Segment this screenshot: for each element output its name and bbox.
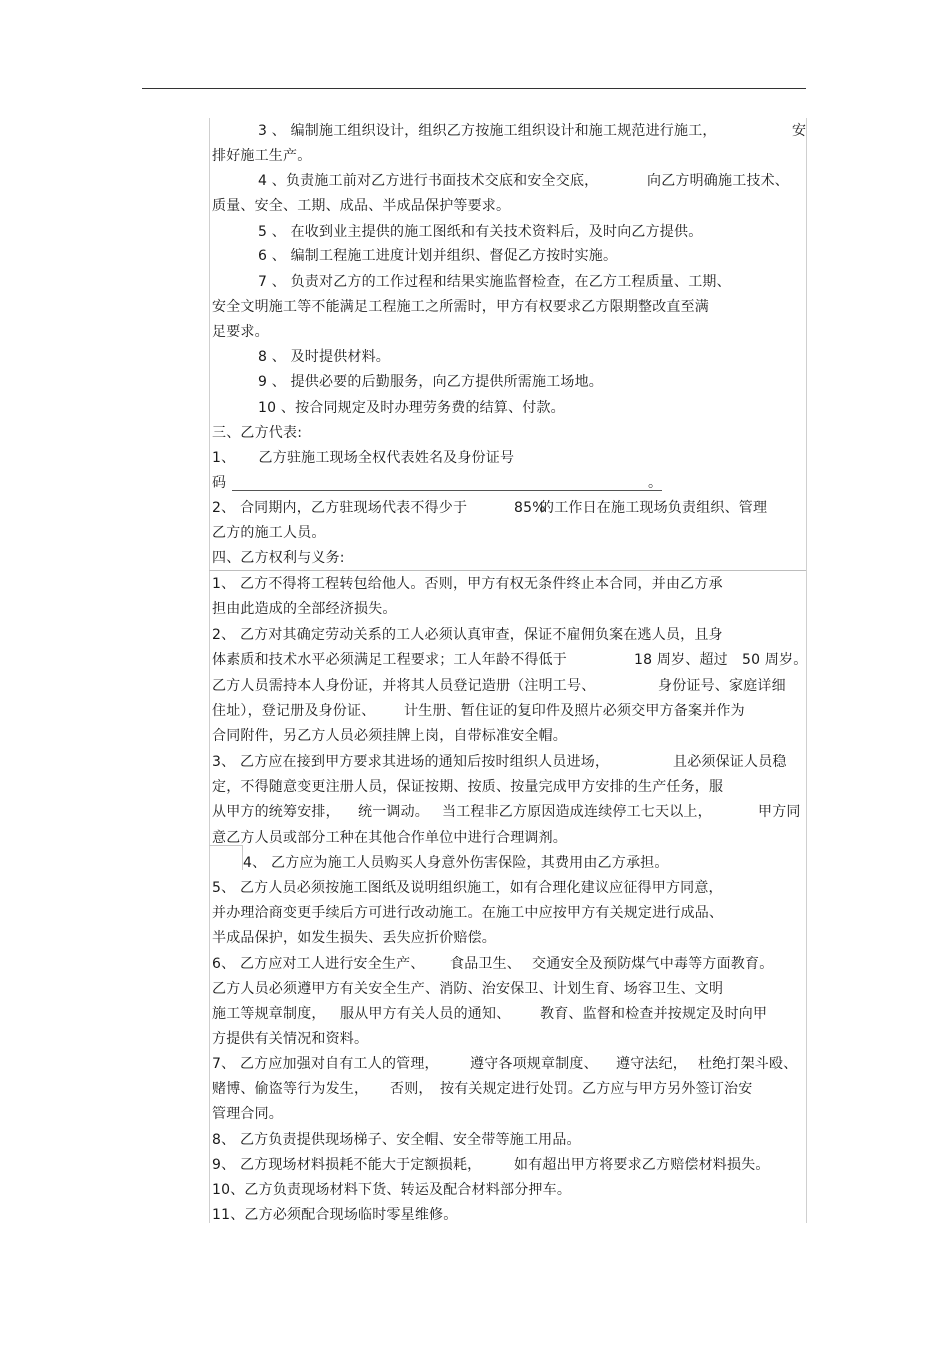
text-line: 杜绝打架斗殴、 [698, 1056, 798, 1072]
text-line: 合同附件，另乙方人员必须挂牌上岗，自带标准安全帽。 [212, 728, 567, 744]
text-line: 10 、按合同规定及时办理劳务费的结算、付款。 [258, 400, 565, 416]
text-line: 乙方人员必须遵甲方有关安全生产、消防、治安保卫、计划生育、场容卫生、文明 [212, 981, 724, 997]
text-line: 安 [792, 123, 807, 139]
text-line: 遵守法纪， [616, 1056, 687, 1072]
text-line: 排好施工生产。 [212, 148, 312, 164]
text-line: 交通安全及预防煤气中毒等方面教育。 [532, 956, 774, 972]
text-line: 9、 乙方现场材料损耗不能大于定额损耗， [212, 1157, 482, 1173]
text-line: 1、 乙方驻施工现场全权代表姓名及身份证号 [212, 450, 515, 466]
text-line: 6、 乙方应对工人进行安全生产、 [212, 956, 425, 972]
section-heading: 四、乙方权利与义务: [212, 550, 345, 566]
text-line: 1、 乙方不得将工程转包给他人。否则，甲方有权无条件终止本合同，并由乙方承 [212, 576, 723, 592]
text-line: 半成品保护，如发生损失、丢失应折价赔偿。 [212, 930, 496, 946]
text-line: 施工等规章制度， [212, 1006, 326, 1022]
text-line: 按有关规定进行处罚。乙方应与甲方另外签订治安 [440, 1081, 753, 1097]
text-line: 乙方的施工人员。 [212, 525, 326, 541]
text-line: 乙方人员需持本人身份证，并将其人员登记造册（注明工号、 [212, 678, 596, 694]
text-line: 2、 合同期内，乙方驻现场代表不得少于 [212, 500, 468, 516]
corner-mark [209, 845, 243, 870]
text-line: 8 、 及时提供材料。 [258, 349, 391, 365]
text-line: 足要求。 [212, 324, 269, 340]
text-line: 7 、 负责对乙方的工作过程和结果实施监督检查，在乙方工程质量、工期、 [258, 274, 731, 290]
text-line: 4、 乙方应为施工人员购买人身意外伤害保险，其费用由乙方承担。 [243, 855, 669, 871]
text-line: 当工程非乙方原因造成连续停工七天以上， [442, 804, 712, 820]
text-line: 4 、负责施工前对乙方进行书面技术交底和安全交底， [258, 173, 599, 189]
text-line: 住址），登记册及身份证、 [212, 703, 376, 719]
text-line: 3、 乙方应在接到甲方要求其进场的通知后按时组织人员进场， [212, 754, 610, 770]
id-number-blank [232, 490, 662, 491]
text-line: 5、 乙方人员必须按施工图纸及说明组织施工，如有合理化建议应征得甲方同意， [212, 880, 723, 896]
text-line: 向乙方明确施工技术、 [647, 173, 789, 189]
text-line: 11、乙方必须配合现场临时零星维修。 [212, 1207, 458, 1223]
text-line: 统一调动。 [358, 804, 429, 820]
text-line: 计生册、暂住证的复印件及照片必须交甲方备案并作为 [404, 703, 745, 719]
section-separator [209, 570, 806, 571]
text-line: 的工作日在施工现场负责组织、管理 [540, 500, 768, 516]
text-line: 体素质和技术水平必须满足工程要求；工人年龄不得低于 [212, 652, 567, 668]
text-line: 且必须保证人员稳 [673, 754, 787, 770]
text-line: 3 、 编制施工组织设计，组织乙方按施工组织设计和施工规范进行施工， [258, 123, 717, 139]
text-line: 服从甲方有关人员的通知、 [340, 1006, 511, 1022]
text-line: 否则， [390, 1081, 433, 1097]
left-margin-line [209, 118, 210, 1223]
text-line: 遵守各项规章制度、 [470, 1056, 598, 1072]
text-line: 食品卫生、 [450, 956, 521, 972]
text-line: 并办理洽商变更手续后方可进行改动施工。在施工中应按甲方有关规定进行成品、 [212, 905, 724, 921]
text-line: 10、乙方负责现场材料下货、转运及配合材料部分押车。 [212, 1182, 572, 1198]
right-margin-line [806, 118, 807, 1223]
text-line: 如有超出甲方将要求乙方赔偿材料损失。 [514, 1157, 770, 1173]
text-line: 赌博、偷盗等行为发生， [212, 1081, 369, 1097]
text-line: 85% [514, 500, 546, 516]
text-line: 。 [648, 475, 663, 491]
text-line: 8、 乙方负责提供现场梯子、安全帽、安全带等施工用品。 [212, 1132, 581, 1148]
text-line: 定，不得随意变更注册人员，保证按期、按质、按量完成甲方安排的生产任务，服 [212, 779, 724, 795]
text-line: 管理合同。 [212, 1106, 283, 1122]
text-line: 教育、监督和检查并按规定及时向甲 [540, 1006, 768, 1022]
text-line: 担由此造成的全部经济损失。 [212, 601, 397, 617]
text-line: 质量、安全、工期、成品、半成品保护等要求。 [212, 198, 511, 214]
text-line: 2、 乙方对其确定劳动关系的工人必须认真审查，保证不雇佣负案在逃人员，且身 [212, 627, 723, 643]
text-line: 9 、 提供必要的后勤服务，向乙方提供所需施工场地。 [258, 374, 604, 390]
text-line: 甲方同 [758, 804, 801, 820]
text-line: 50 周岁。 [742, 652, 808, 668]
text-line: 方提供有关情况和资料。 [212, 1031, 369, 1047]
text-line: 安全文明施工等不能满足工程施工之所需时，甲方有权要求乙方限期整改直至满 [212, 299, 709, 315]
text-line: 6 、 编制工程施工进度计划并组织、督促乙方按时实施。 [258, 248, 618, 264]
header-rule [142, 88, 806, 89]
section-heading: 三、乙方代表: [212, 425, 303, 441]
text-line: 码 [212, 475, 227, 491]
text-line: 7、 乙方应加强对自有工人的管理， [212, 1056, 439, 1072]
text-line: 18 周岁、超过 [634, 652, 728, 668]
text-line: 从甲方的统筹安排， [212, 804, 340, 820]
text-line: 身份证号、家庭详细 [658, 678, 786, 694]
text-line: 意乙方人员或部分工种在其他合作单位中进行合理调剂。 [212, 830, 567, 846]
text-line: 5 、 在收到业主提供的施工图纸和有关技术资料后，及时向乙方提供。 [258, 224, 703, 240]
